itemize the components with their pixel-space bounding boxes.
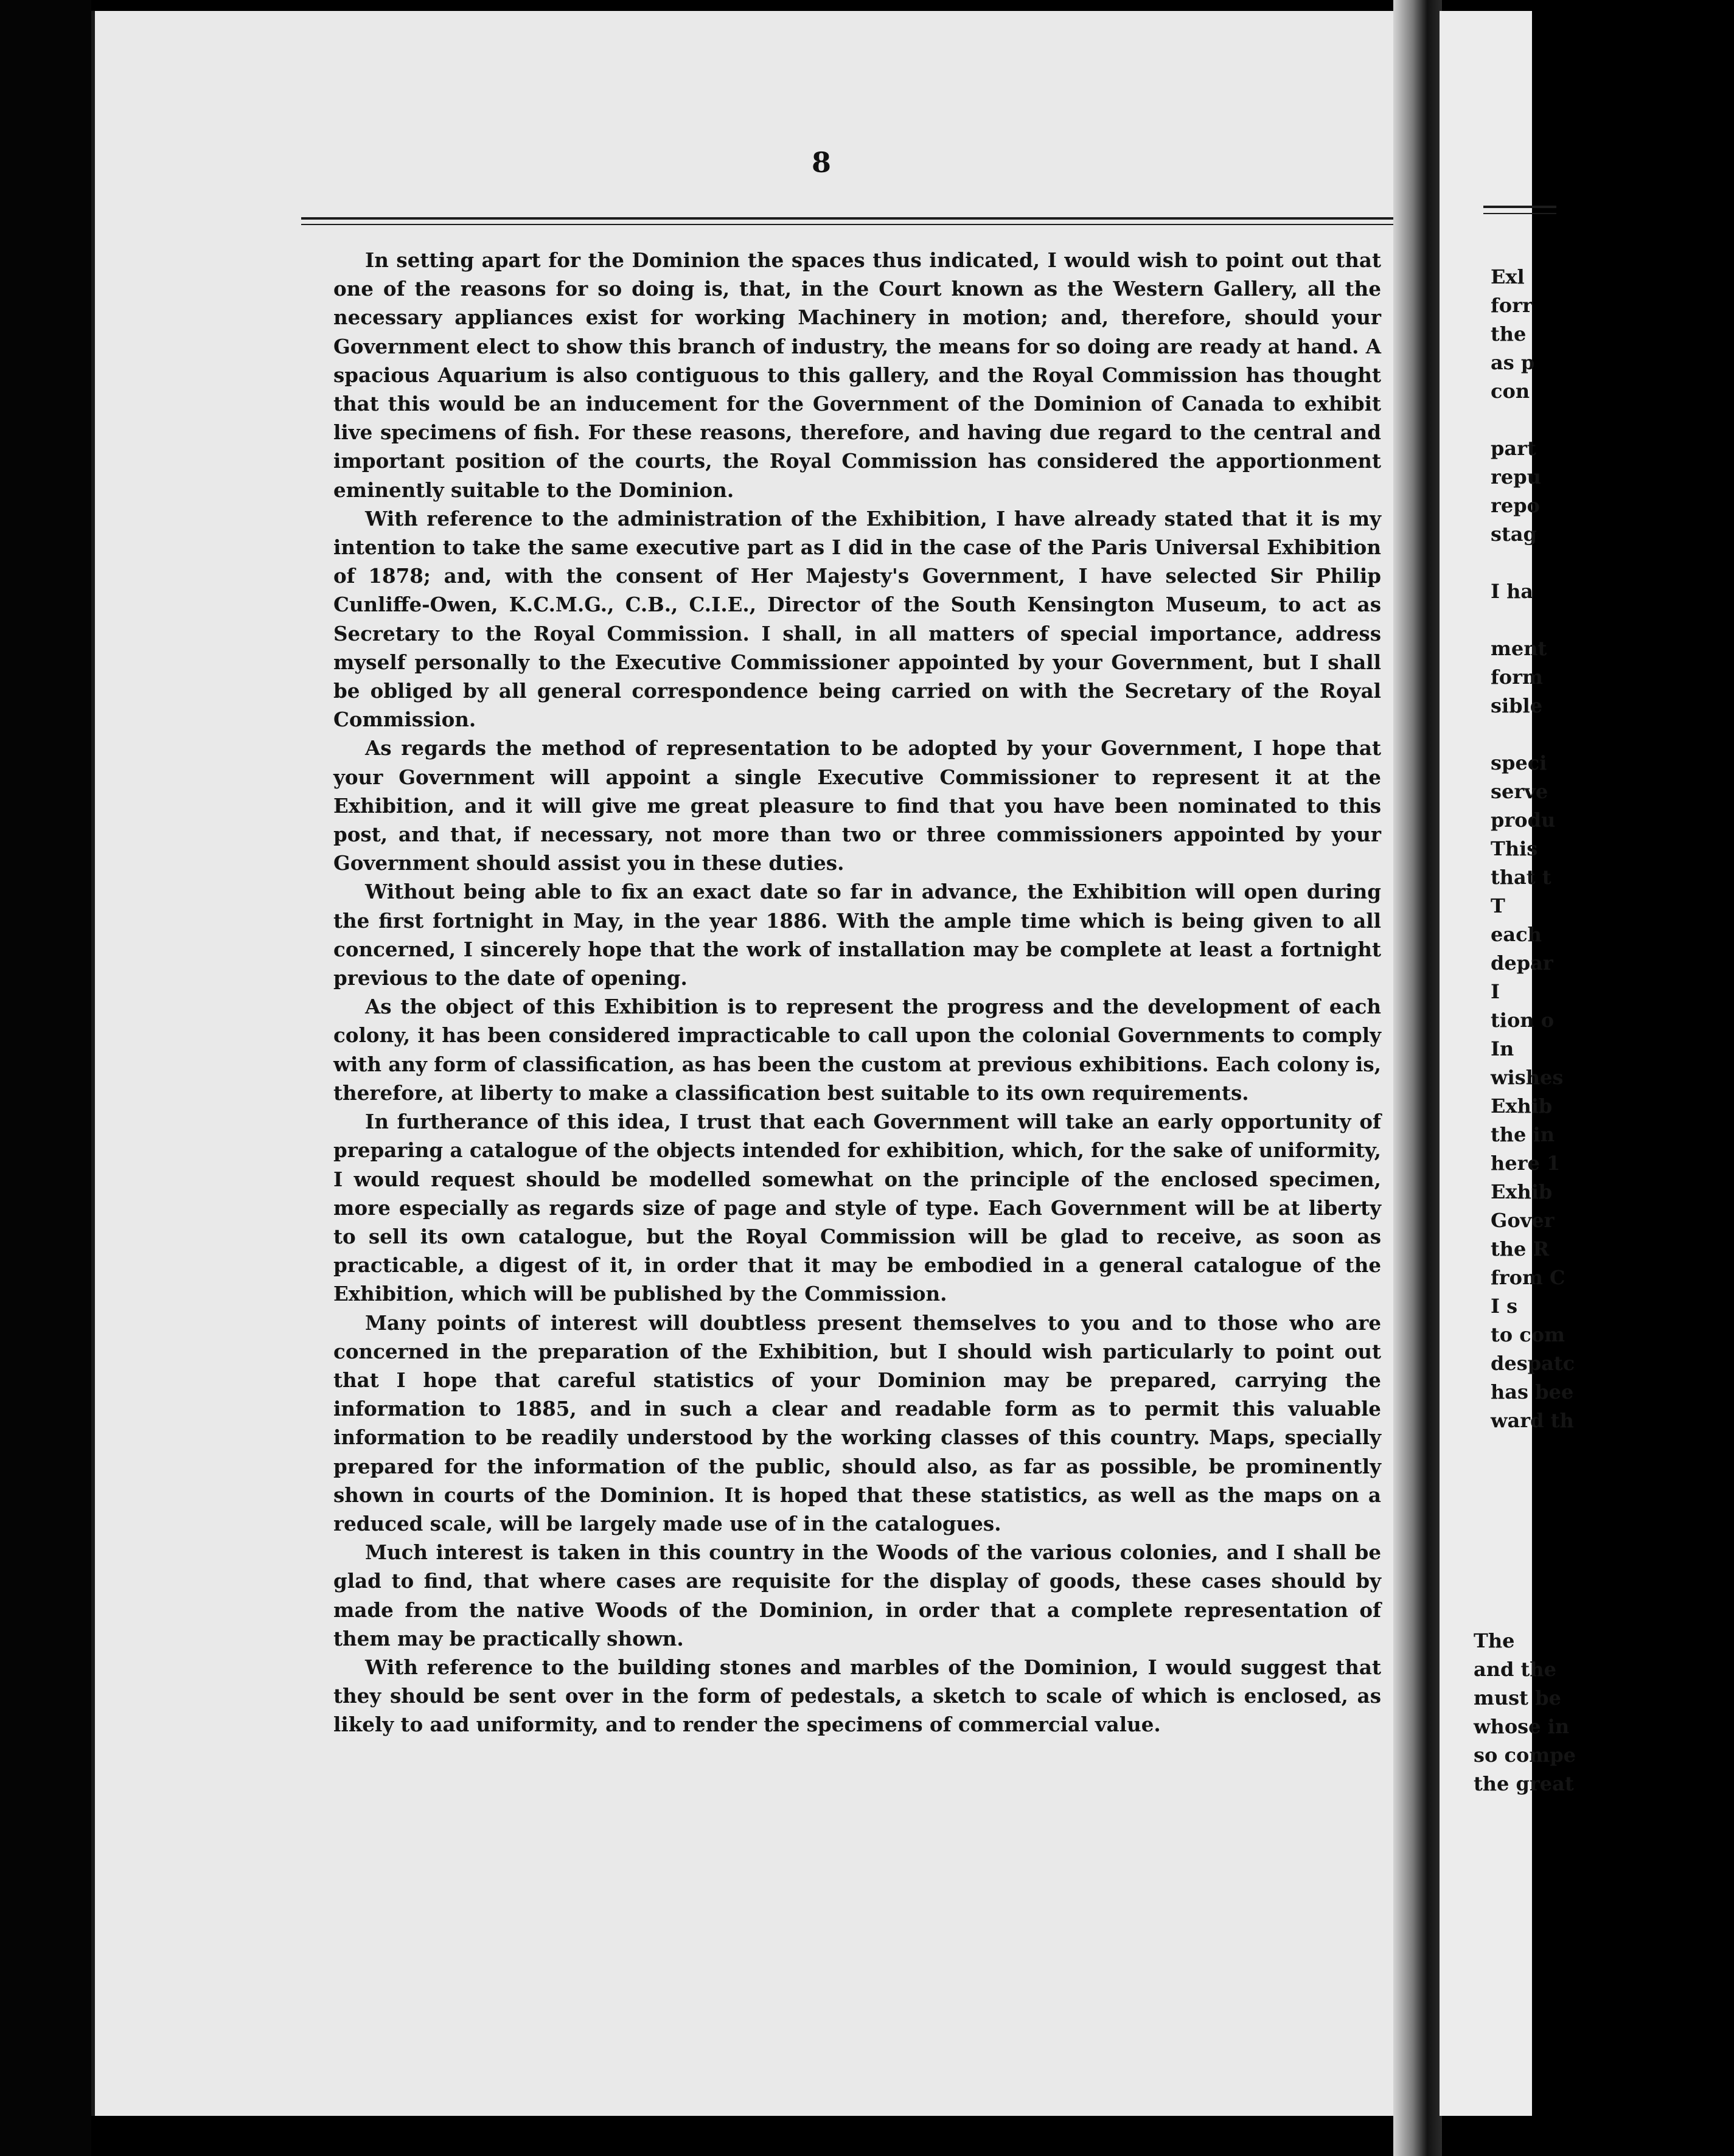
facing-header-rule [1483, 206, 1556, 208]
paragraph: With reference to the administration of the Exhibition, I have already stated that it is my intention to take the same executive part as I did in the case of the Paris Universal Exhibition of 1878; and, with the consent of Her Majesty's Government, I have selected Sir Philip Cunliffe-Owen, K.C.M.G., C.B., C.I.E., Director of the South Kensington Museum, to act as Secretary to the Royal Commission. I shall, in all matters of special importance, address myself personally to the Executive Commissioner appointed by your Government, but I shall be obliged by all general correspondence being carried on with the Secretary of the Royal Commission. [333, 506, 1381, 732]
paragraph: With reference to the building stones and marbles of the Dominion, I would suggest that they should be sent over in the form of pedestals, a sketch to scale of which is enclosed, as likely to aad uniformity, and to render the specimens of commercial value. [333, 1655, 1381, 1737]
facing-line-fragment: that t [1491, 866, 1551, 889]
facing-line-fragment: I s [1491, 1295, 1518, 1318]
page-number: 8 [811, 146, 831, 179]
facing-line-fragment: and the [1474, 1658, 1556, 1681]
facing-line-fragment: con [1491, 380, 1530, 403]
facing-line-fragment [1491, 606, 1734, 635]
facing-line-fragment: repo [1491, 494, 1540, 517]
facing-line-fragment: tion o [1491, 1009, 1555, 1032]
facing-line-fragment: repu [1491, 465, 1541, 489]
facing-line-fragment: form [1491, 666, 1543, 689]
facing-line-fragment: from C [1491, 1266, 1565, 1289]
facing-line-fragment: Exl [1491, 265, 1525, 288]
facing-line-fragment: part [1491, 437, 1536, 460]
facing-line-fragment: so compe [1474, 1744, 1576, 1767]
paragraph: Without being able to fix an exact date so far in advance, the Exhibition will open during the first fortnight in May, in the year 1886. With the ample time which is being given to all concerned, I sincerely hope that the work of installation may be complete at least a fortnight previous to the date of opening. [333, 880, 1381, 990]
facing-page-text-upper [1491, 263, 1734, 1435]
facing-line-fragment: serve [1491, 780, 1548, 803]
facing-line-fragment: produ [1491, 809, 1556, 832]
facing-line-fragment: has bee [1491, 1380, 1574, 1403]
facing-line-fragment: T [1491, 894, 1505, 917]
facing-line-fragment: stag [1491, 523, 1537, 546]
facing-line-fragment: whose in [1474, 1715, 1570, 1738]
facing-line-fragment [1491, 720, 1734, 749]
paragraph: As regards the method of representation to be adopted by your Government, I hope that your Government will appoint a single Executive Commissioner to represent it at the Exhibition, and it will give me great pleasure to find that you have been nominated to this post, and that, if necessary, not more than two or three commissioners appointed by your Government should assist you in these duties. [333, 736, 1381, 875]
facing-line-fragment: wishes [1491, 1066, 1564, 1089]
header-rule [301, 217, 1402, 220]
facing-line-fragment: as p [1491, 351, 1535, 374]
paragraph: In furtherance of this idea, I trust that each Government will take an early opportunity of preparing a catalogue of the objects intended for exhibition, which, for the sake of uniformity, I would request should be modelled somewhat on the principle of the enclosed specimen, more especially as regards size of page and style of type. Each Government will be at liberty to sell its own catalogue, but the Royal Commission will be glad to receive, as soon as practicable, a digest of it, in order that it may be embodied in a general catalogue of the Exhibition, which will be published by the Commission. [333, 1110, 1381, 1306]
paragraph: As the object of this Exhibition is to represent the progress and the development of each colony, it has been considered impracticable to call upon the colonial Governments to comply with any form of classification, as has been the custom at previous exhibitions. Each colony is, therefore, at liberty to make a classification best suitable to its own requirements. [333, 995, 1381, 1105]
facing-line-fragment: I [1491, 980, 1500, 1003]
facing-line-fragment: the [1491, 322, 1527, 346]
facing-line-fragment: The [1474, 1629, 1515, 1652]
facing-line-fragment: I ha [1491, 580, 1534, 603]
facing-line-fragment: Gover [1491, 1209, 1555, 1232]
paragraph: In setting apart for the Dominion the spaces thus indicated, I would wish to point out that one of the reasons for so doing is, that, in the Court known as the Western Gallery, all the necessary appliances exist for working Machinery in motion; and, therefore, should your Government elect to show this branch of industry, the means for so doing are ready at hand. A spacious Aquarium is also contiguous to this gallery, and the Royal Commission has thought that this would be an inducement for the Government of the Dominion of Canada to exhibit live specimens of fish. For these reasons, therefore, and having due regard to the central and important position of the courts, the Royal Commission has considered the apportionment eminently suitable to the Dominion. [333, 248, 1381, 502]
header-rule-thin [301, 224, 1402, 225]
facing-line-fragment: speci [1491, 751, 1547, 774]
facing-line-fragment: the R [1491, 1237, 1550, 1261]
paragraph: Many points of interest will doubtless present themselves to you and to those who are concerned in the preparation of the Exhibition, but I should wish particularly to point out that I hope that careful statistics of your Dominion may be prepared, carrying the information to 1885, and in such a clear and readable form as to permit this valuable information to be readily understood by the working classes of this country. Maps, specially prepared for the information of the public, should also, as far as possible, be prominently shown in courts of the Dominion. It is hoped that these statistics, as well as the maps on a reduced scale, will be largely made use of in the catalogues. [333, 1310, 1381, 1535]
facing-header-rule-thin [1483, 213, 1556, 214]
paragraph: Much interest is taken in this country in the Woods of the various colonies, and I shall be glad to find, that where cases are requisite for the display of goods, these cases should by made from the native Woods of the Dominion, in order that a complete representation of them may be practically shown. [333, 1540, 1381, 1650]
left-scan-margin [0, 0, 91, 2156]
facing-line-fragment: here 1 [1491, 1152, 1561, 1175]
facing-line-fragment: the in [1491, 1123, 1555, 1146]
facing-line-fragment: ward th [1491, 1409, 1574, 1432]
facing-line-fragment: ment [1491, 637, 1547, 660]
facing-line-fragment: sible [1491, 694, 1543, 717]
facing-line-fragment: This [1491, 837, 1538, 860]
letter-body [333, 246, 1381, 1739]
facing-line-fragment [1491, 406, 1734, 434]
facing-line-fragment: despatc [1491, 1352, 1575, 1375]
facing-line-fragment: Exhib [1491, 1180, 1553, 1203]
facing-line-fragment: depar [1491, 951, 1553, 975]
facing-line-fragment: must be [1474, 1686, 1561, 1709]
facing-line-fragment [1491, 549, 1734, 577]
facing-line-fragment: In [1491, 1037, 1514, 1060]
facing-page-text-lower [1474, 1627, 1717, 1798]
facing-line-fragment: Exhib [1491, 1094, 1553, 1118]
facing-line-fragment: each [1491, 923, 1542, 946]
facing-line-fragment: forr [1491, 294, 1533, 317]
binding-fold-shadow [1393, 0, 1442, 2156]
facing-line-fragment: the great [1474, 1772, 1574, 1795]
facing-line-fragment: to com [1491, 1323, 1565, 1346]
facing-page [1440, 11, 1576, 2116]
